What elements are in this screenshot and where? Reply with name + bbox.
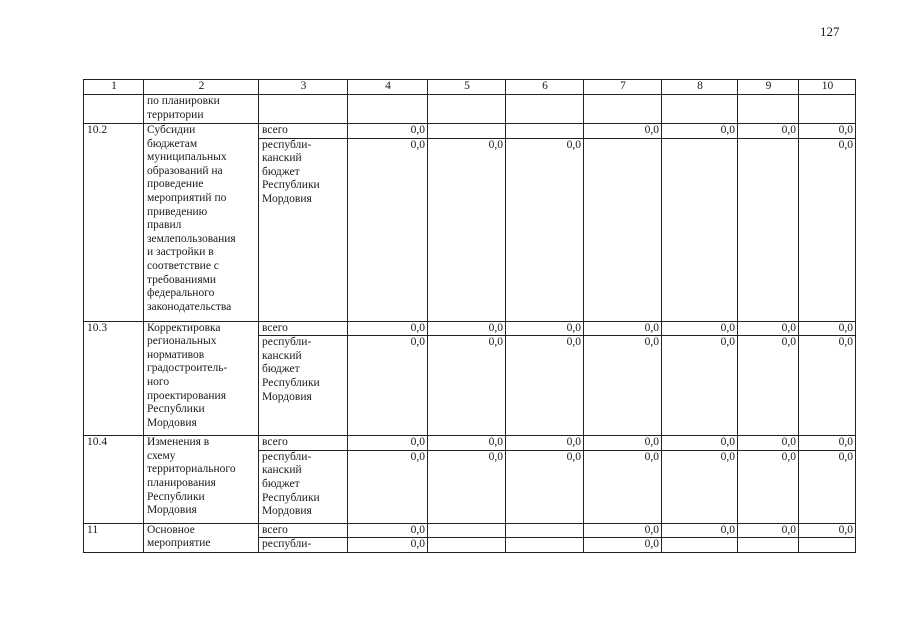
value-cell: 0,0	[662, 336, 738, 436]
value-cell: 0,0	[584, 321, 662, 336]
header-cell: 4	[348, 80, 428, 95]
value-cell	[348, 95, 428, 124]
value-cell: 0,0	[428, 450, 506, 523]
value-cell: 0,0	[799, 138, 856, 321]
row-name: Основное мероприятие	[144, 523, 259, 553]
value-cell: 0,0	[799, 436, 856, 451]
value-cell	[506, 523, 584, 538]
value-cell: 0,0	[799, 124, 856, 139]
value-cell: 0,0	[584, 124, 662, 139]
value-cell: 0,0	[738, 436, 799, 451]
value-cell: 0,0	[738, 450, 799, 523]
table-row	[84, 95, 856, 124]
page-number: 127	[820, 24, 840, 39]
value-cell: 0,0	[506, 321, 584, 336]
row-id: 10.3	[84, 321, 144, 436]
value-cell: 0,0	[348, 336, 428, 436]
row-source: республи- канский бюджет Республики Мордовия	[259, 450, 348, 523]
table-row	[84, 321, 856, 336]
value-cell	[428, 538, 506, 553]
value-cell: 0,0	[584, 450, 662, 523]
value-cell: 0,0	[348, 138, 428, 321]
value-cell	[662, 95, 738, 124]
value-cell	[584, 95, 662, 124]
row-id: 11	[84, 523, 144, 553]
header-cell: 8	[662, 80, 738, 95]
header-cell: 7	[584, 80, 662, 95]
budget-table	[83, 79, 856, 553]
value-cell: 0,0	[662, 321, 738, 336]
row-name: Изменения в схему территориального планирования Республики Мордовия	[144, 436, 259, 524]
row-id: 10.2	[84, 124, 144, 322]
value-cell: 0,0	[799, 450, 856, 523]
row-source	[259, 95, 348, 124]
value-cell: 0,0	[506, 336, 584, 436]
value-cell: 0,0	[428, 436, 506, 451]
value-cell	[738, 138, 799, 321]
value-cell: 0,0	[348, 538, 428, 553]
value-cell: 0,0	[348, 124, 428, 139]
value-cell	[506, 95, 584, 124]
value-cell: 0,0	[348, 523, 428, 538]
value-cell: 0,0	[428, 321, 506, 336]
row-name: Корректировка региональных нормативов градостроитель- ного проектирования Республики Мордовия	[144, 321, 259, 436]
value-cell: 0,0	[584, 523, 662, 538]
row-source: всего	[259, 523, 348, 538]
header-cell: 6	[506, 80, 584, 95]
header-cell: 9	[738, 80, 799, 95]
value-cell: 0,0	[738, 523, 799, 538]
value-cell: 0,0	[738, 321, 799, 336]
value-cell: 0,0	[428, 336, 506, 436]
header-cell: 1	[84, 80, 144, 95]
value-cell: 0,0	[348, 450, 428, 523]
header-cell: 10	[799, 80, 856, 95]
value-cell: 0,0	[662, 523, 738, 538]
value-cell: 0,0	[584, 538, 662, 553]
header-cell: 2	[144, 80, 259, 95]
value-cell	[738, 538, 799, 553]
value-cell: 0,0	[738, 124, 799, 139]
value-cell: 0,0	[738, 336, 799, 436]
row-id: 10.4	[84, 436, 144, 524]
value-cell: 0,0	[348, 321, 428, 336]
row-source: всего	[259, 124, 348, 139]
value-cell	[662, 538, 738, 553]
value-cell: 0,0	[662, 450, 738, 523]
value-cell: 0,0	[506, 450, 584, 523]
row-source: республи-	[259, 538, 348, 553]
value-cell: 0,0	[348, 436, 428, 451]
value-cell: 0,0	[428, 138, 506, 321]
value-cell: 0,0	[799, 523, 856, 538]
value-cell: 0,0	[799, 321, 856, 336]
row-source: всего	[259, 436, 348, 451]
value-cell: 0,0	[584, 336, 662, 436]
header-cell: 3	[259, 80, 348, 95]
row-id	[84, 95, 144, 124]
value-cell: 0,0	[662, 436, 738, 451]
value-cell: 0,0	[584, 436, 662, 451]
value-cell: 0,0	[662, 124, 738, 139]
table-row	[84, 436, 856, 451]
value-cell: 0,0	[506, 138, 584, 321]
value-cell	[662, 138, 738, 321]
value-cell	[428, 95, 506, 124]
header-cell: 5	[428, 80, 506, 95]
value-cell	[799, 95, 856, 124]
value-cell	[506, 538, 584, 553]
value-cell	[428, 124, 506, 139]
row-name: Субсидии бюджетам муниципальных образований на проведение мероприятий по приведению правил землепользования и застройки в соответствие с требованиями федерального законодательства	[144, 124, 259, 322]
value-cell	[506, 124, 584, 139]
value-cell	[584, 138, 662, 321]
table-row	[84, 523, 856, 538]
row-source: республи- канский бюджет Республики Мордовия	[259, 336, 348, 436]
value-cell	[428, 523, 506, 538]
row-name: по планировки территории	[144, 95, 259, 124]
value-cell: 0,0	[799, 336, 856, 436]
value-cell: 0,0	[506, 436, 584, 451]
table-row	[84, 124, 856, 139]
value-cell	[738, 95, 799, 124]
value-cell	[799, 538, 856, 553]
header-row	[84, 80, 856, 95]
row-source: всего	[259, 321, 348, 336]
row-source: республи- канский бюджет Республики Мордовия	[259, 138, 348, 321]
